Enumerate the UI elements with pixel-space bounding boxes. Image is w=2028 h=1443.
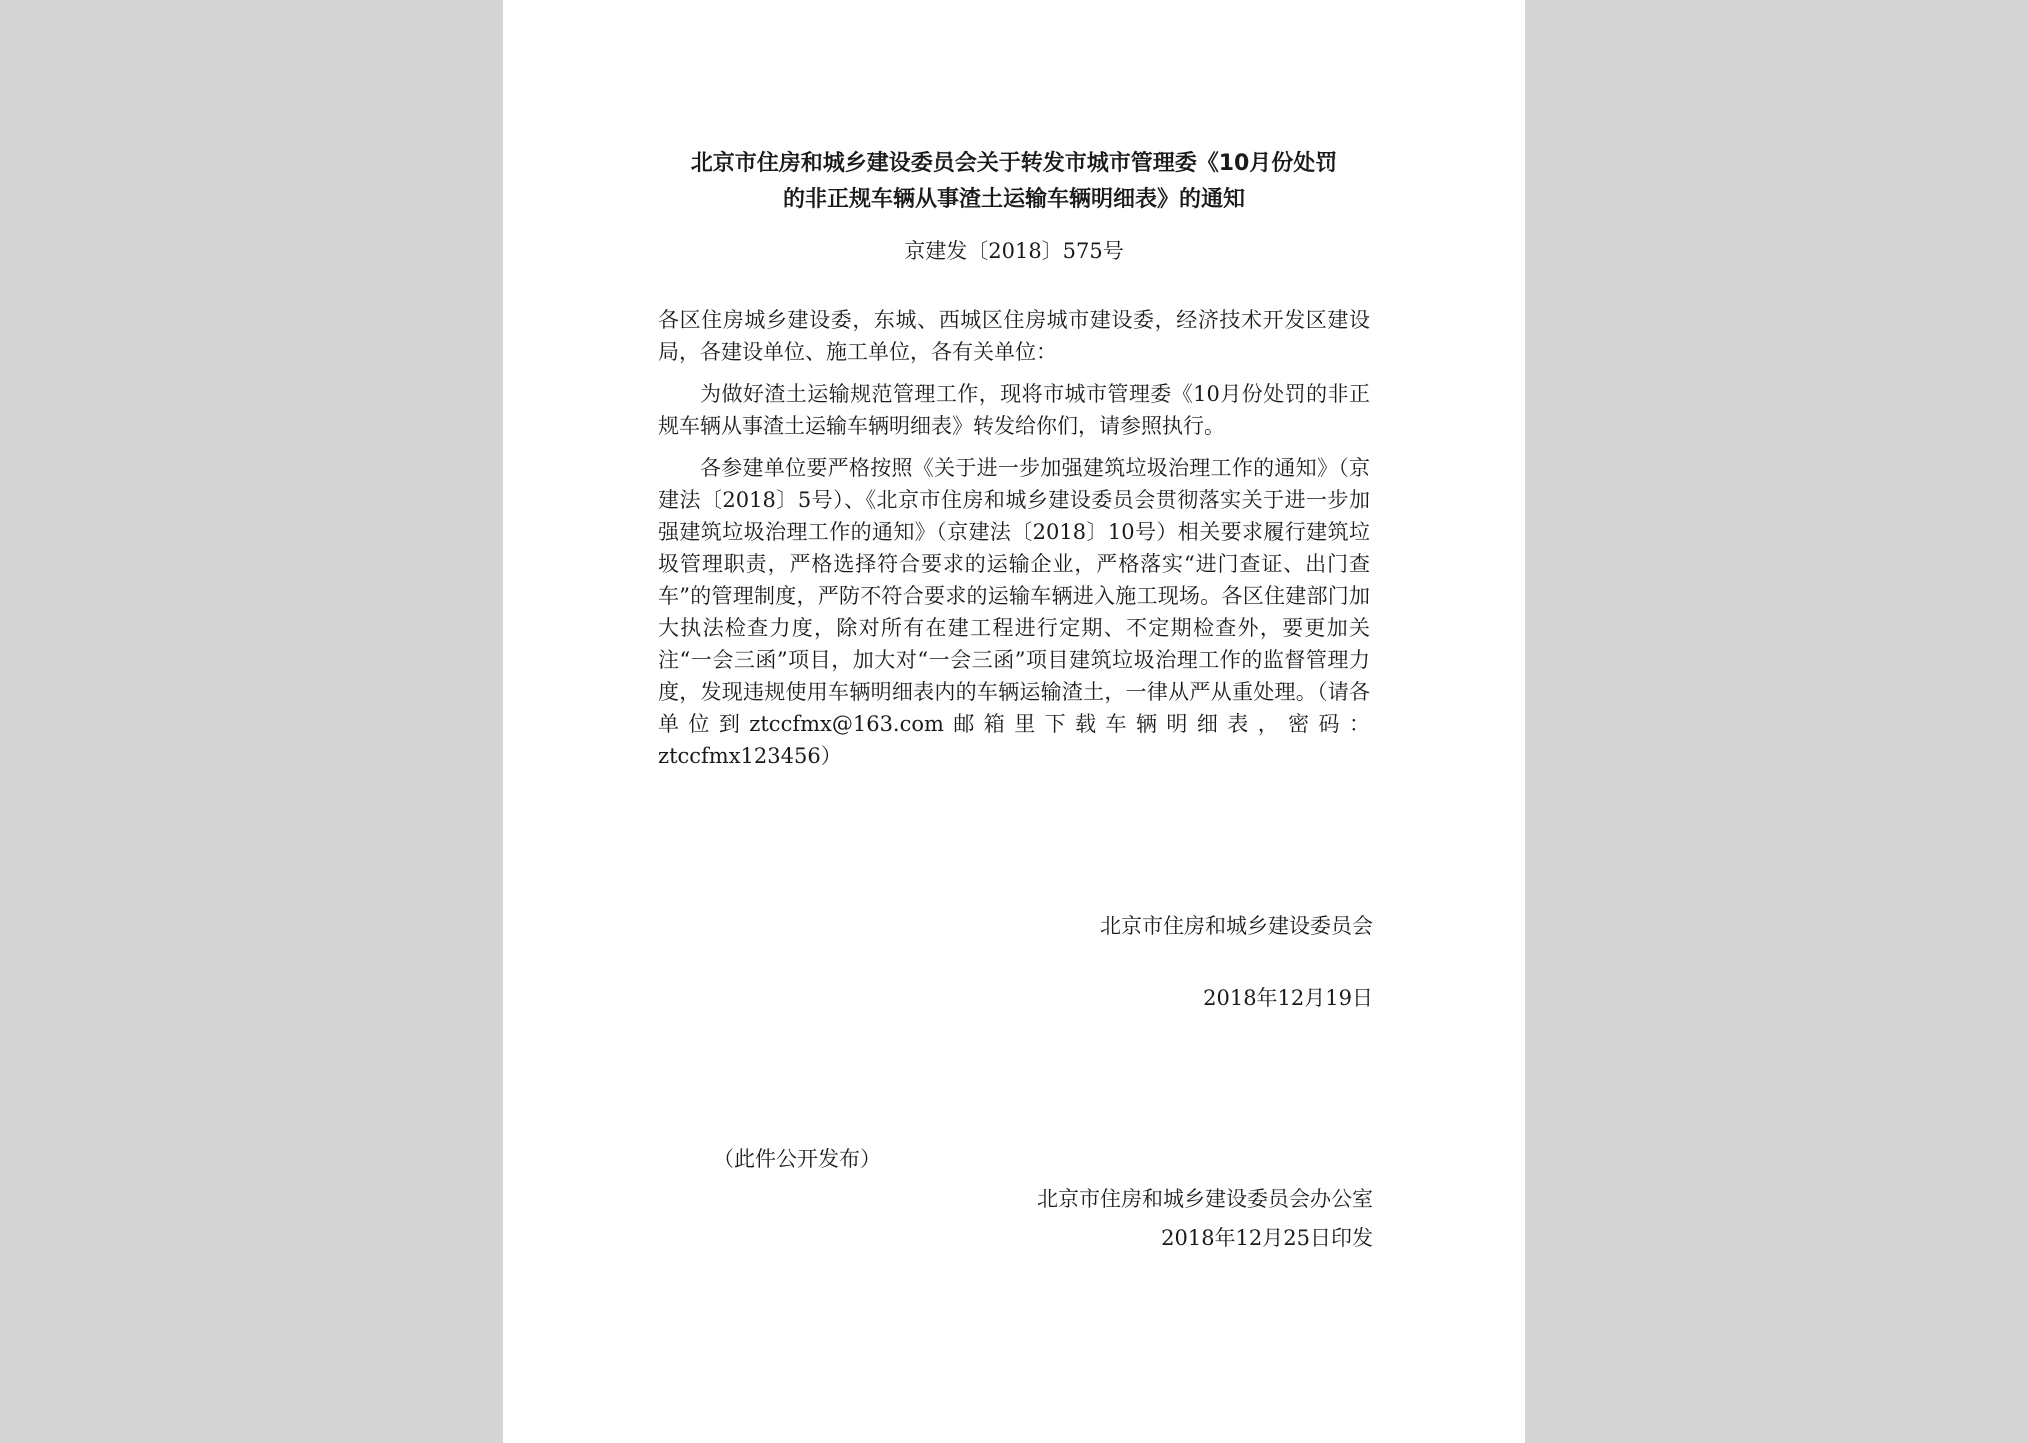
addressee: 各区住房城乡建设委，东城、西城区住房城市建设委，经济技术开发区建设局，各建设单位、施工单位，各有关单位： — [658, 308, 1370, 364]
document-title — [503, 146, 1525, 218]
document-number: 京建发〔2018〕575号 — [904, 239, 1124, 263]
document-page — [503, 0, 1525, 1443]
issuer: 北京市住房和城乡建设委员会办公室 — [1037, 1187, 1373, 1211]
paragraph-2: 各参建单位要严格按照《关于进一步加强建筑垃圾治理工作的通知》（京建法〔2018〕5号）、《北京市住房和城乡建设委员会贯彻落实关于进一步加强建筑垃圾治理工作的通知》（京建法〔2018〕10号）相关要求履行建筑垃圾管理职责，严格选择符合要求的运输企业，严格落实“进门查证、出门查车”的管理制度，严防不符合要求的运输车辆进入施工现场。各区住建部门加大执法检查力度，除对所有在建工程进行定期、不定期检查外，要更加关注“一会三函”项目，加大对“一会三函”项目建筑垃圾治理工作的监督管理力度，发现违规使用车辆明细表内的车辆运输渣土，一律从严从重处理。（请各单位到ztccfmx@163.com邮箱里下载车辆明细表，密码：ztccfmx123456） — [658, 456, 1370, 768]
paragraph-1: 为做好渣土运输规范管理工作，现将市城市管理委《10月份处罚的非正规车辆从事渣土运输车辆明细表》转发给你们，请参照执行。 — [658, 382, 1370, 438]
document-body — [658, 304, 1370, 782]
title-line-2: 的非正规车辆从事渣土运输车辆明细表》的通知 — [782, 187, 1245, 212]
issue-date: 2018年12月25日印发 — [1161, 1226, 1373, 1250]
signatory: 北京市住房和城乡建设委员会 — [1100, 914, 1373, 938]
sign-date: 2018年12月19日 — [1203, 986, 1373, 1010]
public-note: （此件公开发布） — [713, 1147, 881, 1171]
title-line-1: 北京市住房和城乡建设委员会关于转发市城市管理委《10月份处罚 — [690, 151, 1338, 176]
